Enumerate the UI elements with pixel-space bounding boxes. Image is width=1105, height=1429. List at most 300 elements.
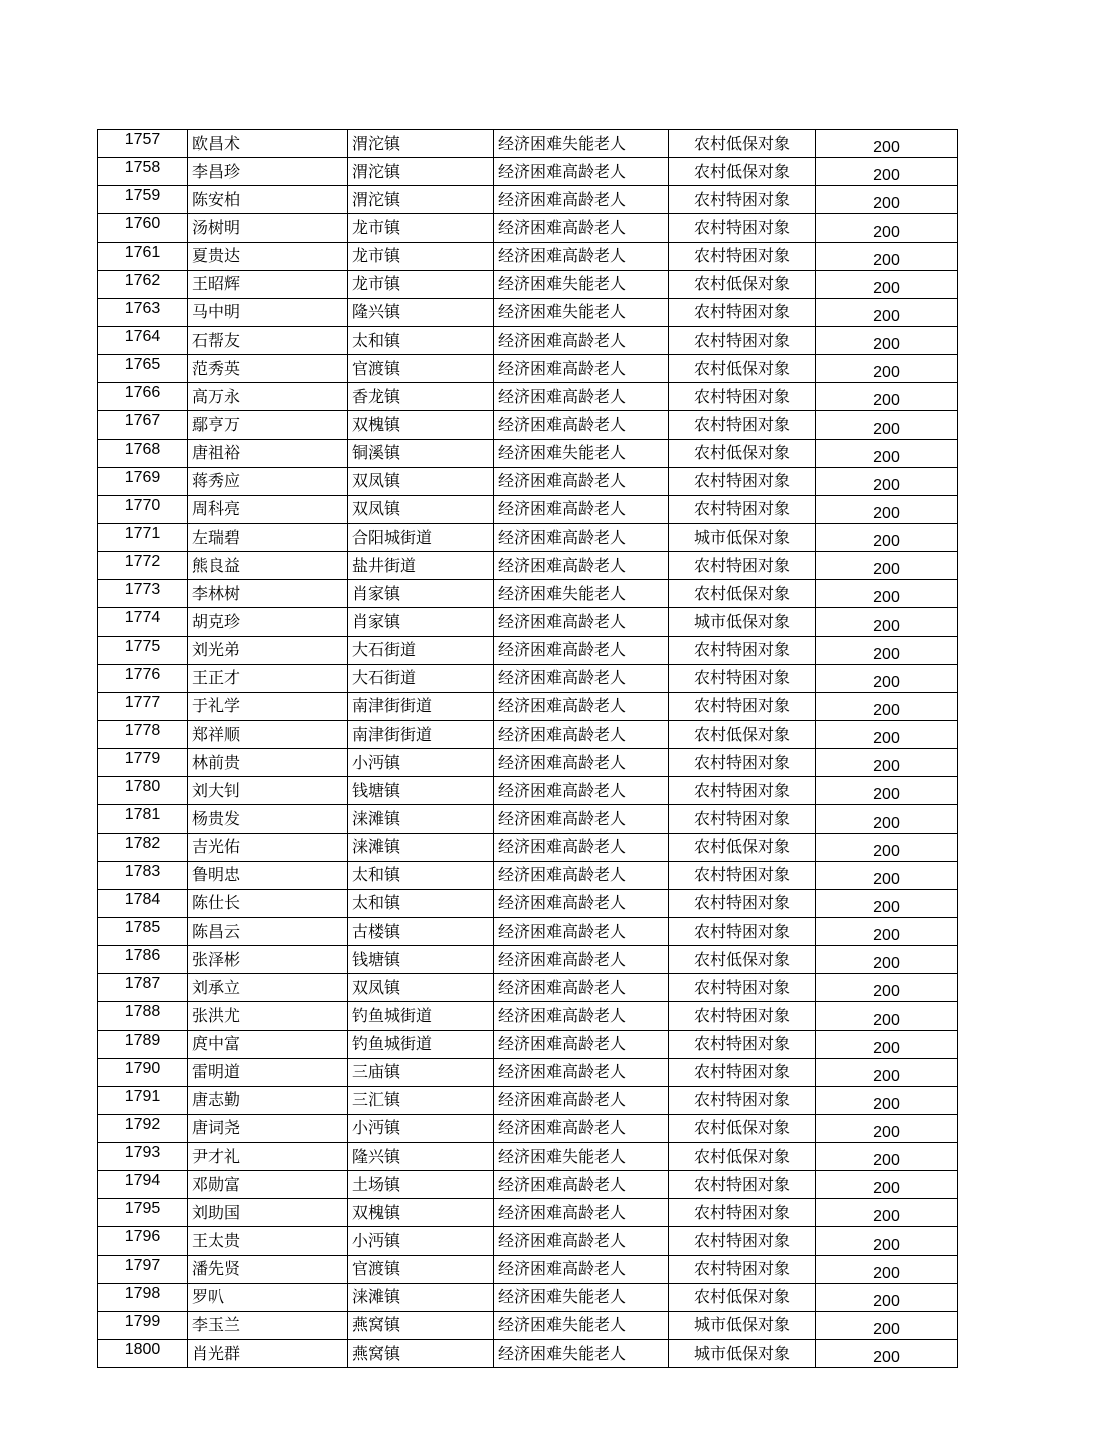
table-row bbox=[98, 777, 958, 805]
serial-number-cell: 1775 bbox=[98, 636, 188, 664]
category-cell: 经济困难高龄老人 bbox=[494, 1002, 669, 1030]
category-cell: 经济困难高龄老人 bbox=[494, 1058, 669, 1086]
amount-cell: 200 bbox=[816, 833, 958, 861]
town-cell: 龙市镇 bbox=[348, 214, 494, 242]
table-row bbox=[98, 495, 958, 523]
table-row bbox=[98, 889, 958, 917]
serial-number-cell: 1779 bbox=[98, 749, 188, 777]
amount-cell: 200 bbox=[816, 805, 958, 833]
assistance-type-cell: 农村特困对象 bbox=[669, 298, 816, 326]
category-cell: 经济困难高龄老人 bbox=[494, 186, 669, 214]
serial-number-cell: 1757 bbox=[98, 130, 188, 158]
category-cell: 经济困难高龄老人 bbox=[494, 158, 669, 186]
amount-cell: 200 bbox=[816, 664, 958, 692]
serial-number-cell: 1785 bbox=[98, 917, 188, 945]
amount-cell: 200 bbox=[816, 1227, 958, 1255]
category-cell: 经济困难高龄老人 bbox=[494, 1199, 669, 1227]
name-cell: 庹中富 bbox=[188, 1030, 348, 1058]
category-cell: 经济困难高龄老人 bbox=[494, 889, 669, 917]
assistance-type-cell: 农村特困对象 bbox=[669, 411, 816, 439]
serial-number-cell: 1797 bbox=[98, 1255, 188, 1283]
category-cell: 经济困难高龄老人 bbox=[494, 495, 669, 523]
name-cell: 陈安柏 bbox=[188, 186, 348, 214]
serial-number-cell: 1795 bbox=[98, 1199, 188, 1227]
name-cell: 胡克珍 bbox=[188, 608, 348, 636]
serial-number-cell: 1760 bbox=[98, 214, 188, 242]
name-cell: 邓勋富 bbox=[188, 1171, 348, 1199]
assistance-type-cell: 农村特困对象 bbox=[669, 1255, 816, 1283]
amount-cell: 200 bbox=[816, 270, 958, 298]
serial-number-cell: 1783 bbox=[98, 861, 188, 889]
town-cell: 土场镇 bbox=[348, 1171, 494, 1199]
amount-cell: 200 bbox=[816, 1171, 958, 1199]
amount-cell: 200 bbox=[816, 1340, 958, 1368]
name-cell: 鲁明忠 bbox=[188, 861, 348, 889]
amount-cell: 200 bbox=[816, 495, 958, 523]
name-cell: 高万永 bbox=[188, 383, 348, 411]
amount-cell: 200 bbox=[816, 186, 958, 214]
amount-cell: 200 bbox=[816, 552, 958, 580]
category-cell: 经济困难失能老人 bbox=[494, 130, 669, 158]
table-row bbox=[98, 946, 958, 974]
assistance-type-cell: 农村低保对象 bbox=[669, 158, 816, 186]
amount-cell: 200 bbox=[816, 242, 958, 270]
category-cell: 经济困难失能老人 bbox=[494, 1143, 669, 1171]
amount-cell: 200 bbox=[816, 1002, 958, 1030]
town-cell: 太和镇 bbox=[348, 889, 494, 917]
amount-cell: 200 bbox=[816, 214, 958, 242]
name-cell: 刘光弟 bbox=[188, 636, 348, 664]
table-row bbox=[98, 523, 958, 551]
town-cell: 双凤镇 bbox=[348, 495, 494, 523]
assistance-type-cell: 农村低保对象 bbox=[669, 833, 816, 861]
serial-number-cell: 1761 bbox=[98, 242, 188, 270]
town-cell: 三汇镇 bbox=[348, 1086, 494, 1114]
town-cell: 三庙镇 bbox=[348, 1058, 494, 1086]
amount-cell: 200 bbox=[816, 917, 958, 945]
town-cell: 小沔镇 bbox=[348, 1227, 494, 1255]
table-row bbox=[98, 1030, 958, 1058]
name-cell: 范秀英 bbox=[188, 355, 348, 383]
category-cell: 经济困难高龄老人 bbox=[494, 326, 669, 354]
amount-cell: 200 bbox=[816, 1058, 958, 1086]
table-row bbox=[98, 298, 958, 326]
table-row bbox=[98, 861, 958, 889]
town-cell: 官渡镇 bbox=[348, 1255, 494, 1283]
category-cell: 经济困难高龄老人 bbox=[494, 411, 669, 439]
serial-number-cell: 1776 bbox=[98, 664, 188, 692]
name-cell: 王正才 bbox=[188, 664, 348, 692]
assistance-type-cell: 农村低保对象 bbox=[669, 580, 816, 608]
category-cell: 经济困难高龄老人 bbox=[494, 467, 669, 495]
town-cell: 古楼镇 bbox=[348, 917, 494, 945]
category-cell: 经济困难失能老人 bbox=[494, 270, 669, 298]
table-row bbox=[98, 186, 958, 214]
name-cell: 左瑞碧 bbox=[188, 523, 348, 551]
table-row bbox=[98, 664, 958, 692]
serial-number-cell: 1786 bbox=[98, 946, 188, 974]
table-row bbox=[98, 383, 958, 411]
town-cell: 官渡镇 bbox=[348, 355, 494, 383]
name-cell: 夏贵达 bbox=[188, 242, 348, 270]
table-row bbox=[98, 1311, 958, 1339]
serial-number-cell: 1769 bbox=[98, 467, 188, 495]
name-cell: 刘大钊 bbox=[188, 777, 348, 805]
table-row bbox=[98, 1255, 958, 1283]
town-cell: 肖家镇 bbox=[348, 608, 494, 636]
category-cell: 经济困难高龄老人 bbox=[494, 1227, 669, 1255]
serial-number-cell: 1762 bbox=[98, 270, 188, 298]
name-cell: 吉光佑 bbox=[188, 833, 348, 861]
name-cell: 汤树明 bbox=[188, 214, 348, 242]
category-cell: 经济困难高龄老人 bbox=[494, 777, 669, 805]
name-cell: 唐词尧 bbox=[188, 1114, 348, 1142]
name-cell: 鄢亨万 bbox=[188, 411, 348, 439]
amount-cell: 200 bbox=[816, 692, 958, 720]
name-cell: 雷明道 bbox=[188, 1058, 348, 1086]
serial-number-cell: 1791 bbox=[98, 1086, 188, 1114]
serial-number-cell: 1800 bbox=[98, 1340, 188, 1368]
name-cell: 陈仕长 bbox=[188, 889, 348, 917]
category-cell: 经济困难高龄老人 bbox=[494, 946, 669, 974]
town-cell: 小沔镇 bbox=[348, 749, 494, 777]
serial-number-cell: 1784 bbox=[98, 889, 188, 917]
name-cell: 蒋秀应 bbox=[188, 467, 348, 495]
table-row bbox=[98, 1171, 958, 1199]
table-row bbox=[98, 580, 958, 608]
amount-cell: 200 bbox=[816, 326, 958, 354]
table-row bbox=[98, 326, 958, 354]
table-row bbox=[98, 1058, 958, 1086]
amount-cell: 200 bbox=[816, 158, 958, 186]
amount-cell: 200 bbox=[816, 749, 958, 777]
assistance-type-cell: 农村特困对象 bbox=[669, 1227, 816, 1255]
name-cell: 欧昌术 bbox=[188, 130, 348, 158]
assistance-type-cell: 农村特困对象 bbox=[669, 1058, 816, 1086]
category-cell: 经济困难高龄老人 bbox=[494, 749, 669, 777]
name-cell: 周科亮 bbox=[188, 495, 348, 523]
serial-number-cell: 1778 bbox=[98, 720, 188, 748]
amount-cell: 200 bbox=[816, 130, 958, 158]
name-cell: 李玉兰 bbox=[188, 1311, 348, 1339]
town-cell: 双凤镇 bbox=[348, 467, 494, 495]
assistance-type-cell: 农村特困对象 bbox=[669, 749, 816, 777]
town-cell: 隆兴镇 bbox=[348, 1143, 494, 1171]
assistance-type-cell: 农村特困对象 bbox=[669, 777, 816, 805]
amount-cell: 200 bbox=[816, 608, 958, 636]
assistance-type-cell: 农村特困对象 bbox=[669, 495, 816, 523]
serial-number-cell: 1758 bbox=[98, 158, 188, 186]
amount-cell: 200 bbox=[816, 1143, 958, 1171]
serial-number-cell: 1788 bbox=[98, 1002, 188, 1030]
town-cell: 燕窝镇 bbox=[348, 1340, 494, 1368]
serial-number-cell: 1796 bbox=[98, 1227, 188, 1255]
name-cell: 罗叭 bbox=[188, 1283, 348, 1311]
table-row bbox=[98, 1114, 958, 1142]
town-cell: 铜溪镇 bbox=[348, 439, 494, 467]
category-cell: 经济困难高龄老人 bbox=[494, 636, 669, 664]
category-cell: 经济困难高龄老人 bbox=[494, 552, 669, 580]
serial-number-cell: 1782 bbox=[98, 833, 188, 861]
amount-cell: 200 bbox=[816, 355, 958, 383]
assistance-type-cell: 农村特困对象 bbox=[669, 552, 816, 580]
name-cell: 熊良益 bbox=[188, 552, 348, 580]
serial-number-cell: 1765 bbox=[98, 355, 188, 383]
name-cell: 李昌珍 bbox=[188, 158, 348, 186]
assistance-type-cell: 城市低保对象 bbox=[669, 1311, 816, 1339]
table-row bbox=[98, 1199, 958, 1227]
name-cell: 肖光群 bbox=[188, 1340, 348, 1368]
amount-cell: 200 bbox=[816, 1030, 958, 1058]
category-cell: 经济困难高龄老人 bbox=[494, 1030, 669, 1058]
serial-number-cell: 1768 bbox=[98, 439, 188, 467]
amount-cell: 200 bbox=[816, 1199, 958, 1227]
town-cell: 双槐镇 bbox=[348, 1199, 494, 1227]
assistance-type-cell: 农村低保对象 bbox=[669, 1114, 816, 1142]
town-cell: 香龙镇 bbox=[348, 383, 494, 411]
amount-cell: 200 bbox=[816, 1283, 958, 1311]
town-cell: 渭沱镇 bbox=[348, 130, 494, 158]
table-row bbox=[98, 411, 958, 439]
amount-cell: 200 bbox=[816, 1114, 958, 1142]
serial-number-cell: 1774 bbox=[98, 608, 188, 636]
serial-number-cell: 1764 bbox=[98, 326, 188, 354]
name-cell: 杨贵发 bbox=[188, 805, 348, 833]
serial-number-cell: 1789 bbox=[98, 1030, 188, 1058]
assistance-type-cell: 农村特困对象 bbox=[669, 1002, 816, 1030]
amount-cell: 200 bbox=[816, 720, 958, 748]
name-cell: 李林树 bbox=[188, 580, 348, 608]
category-cell: 经济困难高龄老人 bbox=[494, 523, 669, 551]
category-cell: 经济困难高龄老人 bbox=[494, 917, 669, 945]
town-cell: 龙市镇 bbox=[348, 270, 494, 298]
name-cell: 刘承立 bbox=[188, 974, 348, 1002]
assistance-type-cell: 农村低保对象 bbox=[669, 270, 816, 298]
serial-number-cell: 1787 bbox=[98, 974, 188, 1002]
name-cell: 王太贵 bbox=[188, 1227, 348, 1255]
town-cell: 涞滩镇 bbox=[348, 1283, 494, 1311]
table-row bbox=[98, 917, 958, 945]
serial-number-cell: 1780 bbox=[98, 777, 188, 805]
table-row bbox=[98, 692, 958, 720]
category-cell: 经济困难失能老人 bbox=[494, 1340, 669, 1368]
assistance-type-cell: 农村低保对象 bbox=[669, 720, 816, 748]
serial-number-cell: 1763 bbox=[98, 298, 188, 326]
serial-number-cell: 1793 bbox=[98, 1143, 188, 1171]
table-row bbox=[98, 805, 958, 833]
data-table bbox=[97, 129, 958, 1368]
town-cell: 涞滩镇 bbox=[348, 805, 494, 833]
serial-number-cell: 1766 bbox=[98, 383, 188, 411]
serial-number-cell: 1770 bbox=[98, 495, 188, 523]
name-cell: 于礼学 bbox=[188, 692, 348, 720]
table-row bbox=[98, 270, 958, 298]
table-row bbox=[98, 467, 958, 495]
assistance-type-cell: 农村特困对象 bbox=[669, 1171, 816, 1199]
town-cell: 渭沱镇 bbox=[348, 158, 494, 186]
name-cell: 唐志勤 bbox=[188, 1086, 348, 1114]
table-row bbox=[98, 1143, 958, 1171]
town-cell: 钓鱼城街道 bbox=[348, 1030, 494, 1058]
category-cell: 经济困难失能老人 bbox=[494, 1311, 669, 1339]
serial-number-cell: 1794 bbox=[98, 1171, 188, 1199]
assistance-type-cell: 农村特困对象 bbox=[669, 805, 816, 833]
table-row bbox=[98, 608, 958, 636]
table-row bbox=[98, 214, 958, 242]
serial-number-cell: 1773 bbox=[98, 580, 188, 608]
category-cell: 经济困难高龄老人 bbox=[494, 383, 669, 411]
category-cell: 经济困难高龄老人 bbox=[494, 242, 669, 270]
category-cell: 经济困难高龄老人 bbox=[494, 805, 669, 833]
category-cell: 经济困难高龄老人 bbox=[494, 214, 669, 242]
amount-cell: 200 bbox=[816, 946, 958, 974]
category-cell: 经济困难失能老人 bbox=[494, 439, 669, 467]
category-cell: 经济困难高龄老人 bbox=[494, 1171, 669, 1199]
town-cell: 双槐镇 bbox=[348, 411, 494, 439]
table-row bbox=[98, 749, 958, 777]
table-row bbox=[98, 1340, 958, 1368]
town-cell: 涞滩镇 bbox=[348, 833, 494, 861]
table-row bbox=[98, 130, 958, 158]
town-cell: 钱塘镇 bbox=[348, 777, 494, 805]
table-row bbox=[98, 1086, 958, 1114]
town-cell: 龙市镇 bbox=[348, 242, 494, 270]
assistance-type-cell: 农村特困对象 bbox=[669, 636, 816, 664]
category-cell: 经济困难高龄老人 bbox=[494, 355, 669, 383]
town-cell: 小沔镇 bbox=[348, 1114, 494, 1142]
name-cell: 王昭辉 bbox=[188, 270, 348, 298]
amount-cell: 200 bbox=[816, 383, 958, 411]
town-cell: 隆兴镇 bbox=[348, 298, 494, 326]
town-cell: 钱塘镇 bbox=[348, 946, 494, 974]
assistance-type-cell: 农村特困对象 bbox=[669, 917, 816, 945]
amount-cell: 200 bbox=[816, 1255, 958, 1283]
amount-cell: 200 bbox=[816, 861, 958, 889]
assistance-type-cell: 城市低保对象 bbox=[669, 1340, 816, 1368]
table-body bbox=[98, 130, 958, 1368]
amount-cell: 200 bbox=[816, 1086, 958, 1114]
assistance-type-cell: 农村低保对象 bbox=[669, 439, 816, 467]
assistance-type-cell: 农村特困对象 bbox=[669, 1199, 816, 1227]
category-cell: 经济困难高龄老人 bbox=[494, 861, 669, 889]
assistance-type-cell: 城市低保对象 bbox=[669, 608, 816, 636]
assistance-type-cell: 农村特困对象 bbox=[669, 692, 816, 720]
amount-cell: 200 bbox=[816, 636, 958, 664]
assistance-type-cell: 农村特困对象 bbox=[669, 861, 816, 889]
town-cell: 大石街道 bbox=[348, 664, 494, 692]
table-row bbox=[98, 720, 958, 748]
category-cell: 经济困难失能老人 bbox=[494, 580, 669, 608]
category-cell: 经济困难高龄老人 bbox=[494, 974, 669, 1002]
assistance-type-cell: 农村特困对象 bbox=[669, 974, 816, 1002]
assistance-type-cell: 农村特困对象 bbox=[669, 383, 816, 411]
category-cell: 经济困难失能老人 bbox=[494, 1283, 669, 1311]
category-cell: 经济困难高龄老人 bbox=[494, 1086, 669, 1114]
town-cell: 双凤镇 bbox=[348, 974, 494, 1002]
assistance-type-cell: 农村低保对象 bbox=[669, 1283, 816, 1311]
name-cell: 唐祖裕 bbox=[188, 439, 348, 467]
amount-cell: 200 bbox=[816, 523, 958, 551]
table-row bbox=[98, 158, 958, 186]
amount-cell: 200 bbox=[816, 974, 958, 1002]
town-cell: 太和镇 bbox=[348, 326, 494, 354]
name-cell: 郑祥顺 bbox=[188, 720, 348, 748]
serial-number-cell: 1798 bbox=[98, 1283, 188, 1311]
town-cell: 合阳城街道 bbox=[348, 523, 494, 551]
amount-cell: 200 bbox=[816, 580, 958, 608]
category-cell: 经济困难高龄老人 bbox=[494, 608, 669, 636]
amount-cell: 200 bbox=[816, 411, 958, 439]
assistance-type-cell: 农村低保对象 bbox=[669, 130, 816, 158]
category-cell: 经济困难高龄老人 bbox=[494, 1255, 669, 1283]
name-cell: 张洪尤 bbox=[188, 1002, 348, 1030]
table-row bbox=[98, 636, 958, 664]
amount-cell: 200 bbox=[816, 467, 958, 495]
town-cell: 盐井街道 bbox=[348, 552, 494, 580]
town-cell: 钓鱼城街道 bbox=[348, 1002, 494, 1030]
category-cell: 经济困难高龄老人 bbox=[494, 692, 669, 720]
serial-number-cell: 1799 bbox=[98, 1311, 188, 1339]
serial-number-cell: 1771 bbox=[98, 523, 188, 551]
serial-number-cell: 1777 bbox=[98, 692, 188, 720]
town-cell: 大石街道 bbox=[348, 636, 494, 664]
name-cell: 张泽彬 bbox=[188, 946, 348, 974]
assistance-type-cell: 农村低保对象 bbox=[669, 1143, 816, 1171]
name-cell: 刘助国 bbox=[188, 1199, 348, 1227]
name-cell: 陈昌云 bbox=[188, 917, 348, 945]
name-cell: 林前贵 bbox=[188, 749, 348, 777]
name-cell: 马中明 bbox=[188, 298, 348, 326]
assistance-type-cell: 农村低保对象 bbox=[669, 355, 816, 383]
name-cell: 石帮友 bbox=[188, 326, 348, 354]
serial-number-cell: 1792 bbox=[98, 1114, 188, 1142]
town-cell: 太和镇 bbox=[348, 861, 494, 889]
assistance-type-cell: 城市低保对象 bbox=[669, 523, 816, 551]
table-row bbox=[98, 242, 958, 270]
assistance-type-cell: 农村特困对象 bbox=[669, 214, 816, 242]
assistance-type-cell: 农村特困对象 bbox=[669, 186, 816, 214]
serial-number-cell: 1790 bbox=[98, 1058, 188, 1086]
town-cell: 南津街街道 bbox=[348, 720, 494, 748]
assistance-type-cell: 农村特困对象 bbox=[669, 889, 816, 917]
assistance-type-cell: 农村低保对象 bbox=[669, 946, 816, 974]
category-cell: 经济困难高龄老人 bbox=[494, 664, 669, 692]
amount-cell: 200 bbox=[816, 298, 958, 326]
category-cell: 经济困难高龄老人 bbox=[494, 1114, 669, 1142]
table-row bbox=[98, 974, 958, 1002]
category-cell: 经济困难高龄老人 bbox=[494, 720, 669, 748]
category-cell: 经济困难失能老人 bbox=[494, 298, 669, 326]
amount-cell: 200 bbox=[816, 439, 958, 467]
name-cell: 潘先贤 bbox=[188, 1255, 348, 1283]
table-row bbox=[98, 552, 958, 580]
serial-number-cell: 1772 bbox=[98, 552, 188, 580]
serial-number-cell: 1767 bbox=[98, 411, 188, 439]
assistance-type-cell: 农村特困对象 bbox=[669, 1030, 816, 1058]
amount-cell: 200 bbox=[816, 889, 958, 917]
town-cell: 燕窝镇 bbox=[348, 1311, 494, 1339]
serial-number-cell: 1759 bbox=[98, 186, 188, 214]
serial-number-cell: 1781 bbox=[98, 805, 188, 833]
town-cell: 南津街街道 bbox=[348, 692, 494, 720]
table-row bbox=[98, 355, 958, 383]
assistance-type-cell: 农村特困对象 bbox=[669, 664, 816, 692]
table-row bbox=[98, 1002, 958, 1030]
table-row bbox=[98, 833, 958, 861]
category-cell: 经济困难高龄老人 bbox=[494, 833, 669, 861]
table-row bbox=[98, 439, 958, 467]
town-cell: 肖家镇 bbox=[348, 580, 494, 608]
